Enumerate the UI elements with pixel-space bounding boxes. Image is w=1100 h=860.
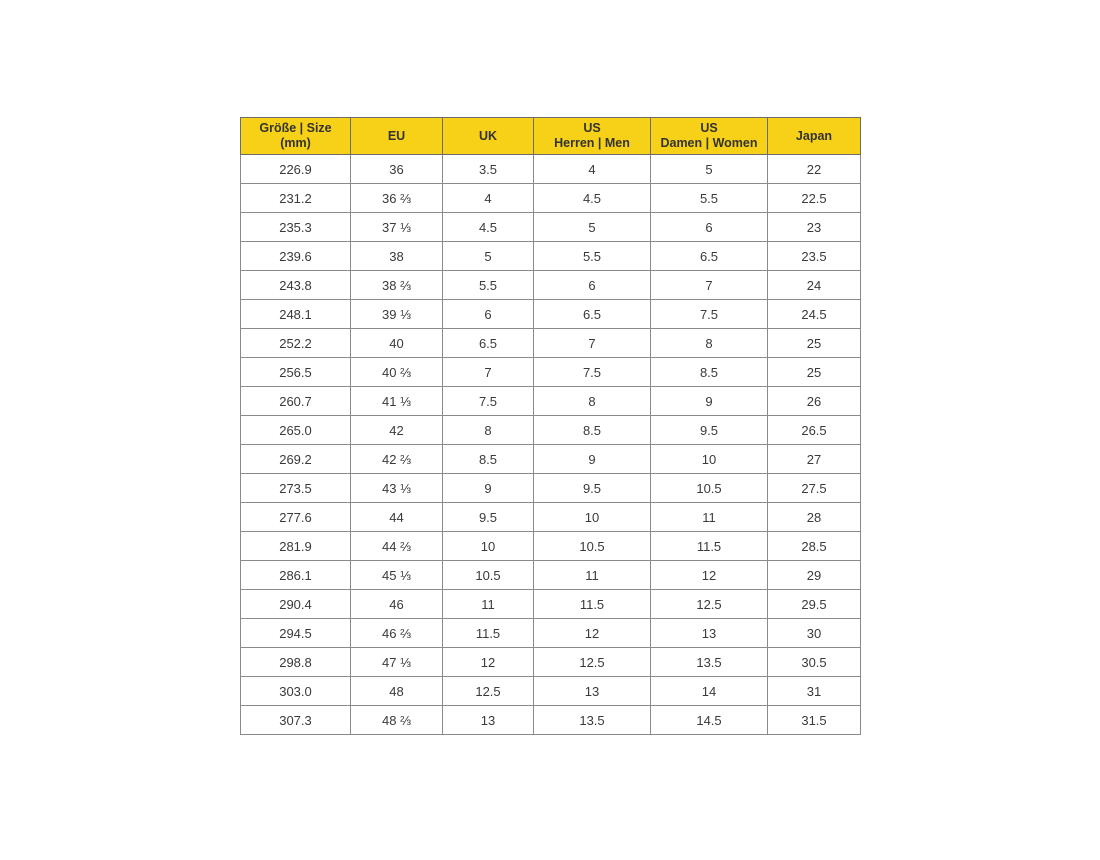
cell-uk: 9.5 xyxy=(443,503,534,532)
cell-size-mm: 269.2 xyxy=(241,445,351,474)
cell-size-mm: 243.8 xyxy=(241,271,351,300)
cell-japan: 30 xyxy=(768,619,861,648)
cell-size-mm: 277.6 xyxy=(241,503,351,532)
header-uk xyxy=(443,118,534,155)
cell-uk: 12.5 xyxy=(443,677,534,706)
cell-us-women: 10 xyxy=(651,445,768,474)
cell-us-men: 4.5 xyxy=(534,184,651,213)
cell-japan: 25 xyxy=(768,329,861,358)
table-row xyxy=(241,213,861,242)
cell-eu: 48 xyxy=(351,677,443,706)
cell-uk: 13 xyxy=(443,706,534,735)
cell-eu: 48 ⅔ xyxy=(351,706,443,735)
cell-japan: 29 xyxy=(768,561,861,590)
cell-us-men: 7.5 xyxy=(534,358,651,387)
table-row xyxy=(241,445,861,474)
cell-us-women: 9.5 xyxy=(651,416,768,445)
cell-eu: 47 ⅓ xyxy=(351,648,443,677)
size-conversion-table xyxy=(240,117,861,735)
table-header xyxy=(241,118,861,155)
cell-us-women: 14.5 xyxy=(651,706,768,735)
header-us-men xyxy=(534,118,651,155)
cell-us-women: 11 xyxy=(651,503,768,532)
cell-uk: 7 xyxy=(443,358,534,387)
cell-uk: 8.5 xyxy=(443,445,534,474)
cell-us-women: 8 xyxy=(651,329,768,358)
cell-uk: 10 xyxy=(443,532,534,561)
cell-us-women: 8.5 xyxy=(651,358,768,387)
cell-us-men: 8 xyxy=(534,387,651,416)
header-japan xyxy=(768,118,861,155)
cell-us-men: 5.5 xyxy=(534,242,651,271)
table-row xyxy=(241,706,861,735)
cell-japan: 22.5 xyxy=(768,184,861,213)
cell-uk: 12 xyxy=(443,648,534,677)
cell-size-mm: 235.3 xyxy=(241,213,351,242)
cell-us-women: 5 xyxy=(651,155,768,184)
cell-eu: 43 ⅓ xyxy=(351,474,443,503)
cell-size-mm: 307.3 xyxy=(241,706,351,735)
header-size-mm xyxy=(241,118,351,155)
cell-japan: 29.5 xyxy=(768,590,861,619)
cell-us-men: 4 xyxy=(534,155,651,184)
header-row xyxy=(241,118,861,155)
cell-size-mm: 273.5 xyxy=(241,474,351,503)
cell-us-women: 14 xyxy=(651,677,768,706)
cell-size-mm: 231.2 xyxy=(241,184,351,213)
cell-us-men: 12.5 xyxy=(534,648,651,677)
cell-us-women: 11.5 xyxy=(651,532,768,561)
cell-us-men: 6 xyxy=(534,271,651,300)
header-line: UK xyxy=(478,128,498,143)
cell-uk: 11 xyxy=(443,590,534,619)
table-row xyxy=(241,184,861,213)
cell-us-women: 7.5 xyxy=(651,300,768,329)
cell-japan: 28.5 xyxy=(768,532,861,561)
cell-uk: 7.5 xyxy=(443,387,534,416)
cell-us-men: 5 xyxy=(534,213,651,242)
table-row xyxy=(241,619,861,648)
header-line: Japan xyxy=(795,128,833,143)
cell-us-men: 11.5 xyxy=(534,590,651,619)
cell-size-mm: 281.9 xyxy=(241,532,351,561)
cell-us-men: 10 xyxy=(534,503,651,532)
header-line: Größe | Size xyxy=(259,121,332,135)
cell-japan: 31 xyxy=(768,677,861,706)
cell-japan: 26.5 xyxy=(768,416,861,445)
cell-uk: 6.5 xyxy=(443,329,534,358)
cell-us-women: 6 xyxy=(651,213,768,242)
cell-japan: 25 xyxy=(768,358,861,387)
cell-eu: 41 ⅓ xyxy=(351,387,443,416)
cell-japan: 23 xyxy=(768,213,861,242)
cell-us-men: 13 xyxy=(534,677,651,706)
cell-japan: 30.5 xyxy=(768,648,861,677)
cell-uk: 8 xyxy=(443,416,534,445)
cell-uk: 3.5 xyxy=(443,155,534,184)
header-line: US xyxy=(583,121,601,135)
cell-eu: 40 ⅔ xyxy=(351,358,443,387)
table-row xyxy=(241,416,861,445)
cell-eu: 46 ⅔ xyxy=(351,619,443,648)
table-row xyxy=(241,358,861,387)
header-eu xyxy=(351,118,443,155)
cell-us-women: 13 xyxy=(651,619,768,648)
header-line: EU xyxy=(387,128,406,143)
cell-eu: 40 xyxy=(351,329,443,358)
cell-size-mm: 290.4 xyxy=(241,590,351,619)
cell-eu: 36 ⅔ xyxy=(351,184,443,213)
cell-uk: 9 xyxy=(443,474,534,503)
header-line: (mm) xyxy=(280,136,311,150)
cell-japan: 24 xyxy=(768,271,861,300)
cell-japan: 27.5 xyxy=(768,474,861,503)
cell-eu: 45 ⅓ xyxy=(351,561,443,590)
cell-us-women: 5.5 xyxy=(651,184,768,213)
cell-eu: 37 ⅓ xyxy=(351,213,443,242)
cell-uk: 11.5 xyxy=(443,619,534,648)
table-row xyxy=(241,532,861,561)
cell-eu: 38 ⅔ xyxy=(351,271,443,300)
cell-eu: 44 xyxy=(351,503,443,532)
cell-us-men: 9 xyxy=(534,445,651,474)
cell-uk: 5 xyxy=(443,242,534,271)
table-row xyxy=(241,474,861,503)
cell-us-women: 12 xyxy=(651,561,768,590)
header-line: US xyxy=(700,121,718,135)
table-row xyxy=(241,648,861,677)
cell-size-mm: 226.9 xyxy=(241,155,351,184)
cell-eu: 38 xyxy=(351,242,443,271)
cell-japan: 27 xyxy=(768,445,861,474)
cell-size-mm: 260.7 xyxy=(241,387,351,416)
cell-eu: 46 xyxy=(351,590,443,619)
cell-us-men: 10.5 xyxy=(534,532,651,561)
table-row xyxy=(241,561,861,590)
cell-us-women: 7 xyxy=(651,271,768,300)
table-row xyxy=(241,503,861,532)
cell-us-women: 6.5 xyxy=(651,242,768,271)
header-us-women xyxy=(651,118,768,155)
cell-eu: 36 xyxy=(351,155,443,184)
cell-uk: 6 xyxy=(443,300,534,329)
cell-japan: 31.5 xyxy=(768,706,861,735)
cell-size-mm: 303.0 xyxy=(241,677,351,706)
table-row xyxy=(241,329,861,358)
cell-size-mm: 286.1 xyxy=(241,561,351,590)
table-row xyxy=(241,242,861,271)
cell-uk: 4.5 xyxy=(443,213,534,242)
table-row xyxy=(241,155,861,184)
cell-japan: 28 xyxy=(768,503,861,532)
table-row xyxy=(241,590,861,619)
cell-japan: 26 xyxy=(768,387,861,416)
header-line: Damen | Women xyxy=(660,136,758,150)
cell-uk: 4 xyxy=(443,184,534,213)
cell-us-men: 6.5 xyxy=(534,300,651,329)
cell-us-women: 13.5 xyxy=(651,648,768,677)
cell-eu: 39 ⅓ xyxy=(351,300,443,329)
table-row xyxy=(241,271,861,300)
cell-japan: 24.5 xyxy=(768,300,861,329)
cell-size-mm: 256.5 xyxy=(241,358,351,387)
table-row xyxy=(241,387,861,416)
cell-us-men: 11 xyxy=(534,561,651,590)
cell-us-women: 10.5 xyxy=(651,474,768,503)
cell-size-mm: 265.0 xyxy=(241,416,351,445)
cell-uk: 10.5 xyxy=(443,561,534,590)
cell-eu: 42 ⅔ xyxy=(351,445,443,474)
cell-us-men: 12 xyxy=(534,619,651,648)
cell-us-women: 12.5 xyxy=(651,590,768,619)
cell-size-mm: 252.2 xyxy=(241,329,351,358)
cell-us-men: 7 xyxy=(534,329,651,358)
cell-uk: 5.5 xyxy=(443,271,534,300)
cell-size-mm: 294.5 xyxy=(241,619,351,648)
table-row xyxy=(241,677,861,706)
cell-size-mm: 239.6 xyxy=(241,242,351,271)
cell-japan: 23.5 xyxy=(768,242,861,271)
cell-size-mm: 298.8 xyxy=(241,648,351,677)
cell-size-mm: 248.1 xyxy=(241,300,351,329)
table-body xyxy=(241,155,861,735)
cell-us-men: 8.5 xyxy=(534,416,651,445)
header-line: Herren | Men xyxy=(554,136,630,150)
cell-eu: 42 xyxy=(351,416,443,445)
cell-japan: 22 xyxy=(768,155,861,184)
cell-eu: 44 ⅔ xyxy=(351,532,443,561)
table-row xyxy=(241,300,861,329)
cell-us-men: 13.5 xyxy=(534,706,651,735)
cell-us-women: 9 xyxy=(651,387,768,416)
cell-us-men: 9.5 xyxy=(534,474,651,503)
